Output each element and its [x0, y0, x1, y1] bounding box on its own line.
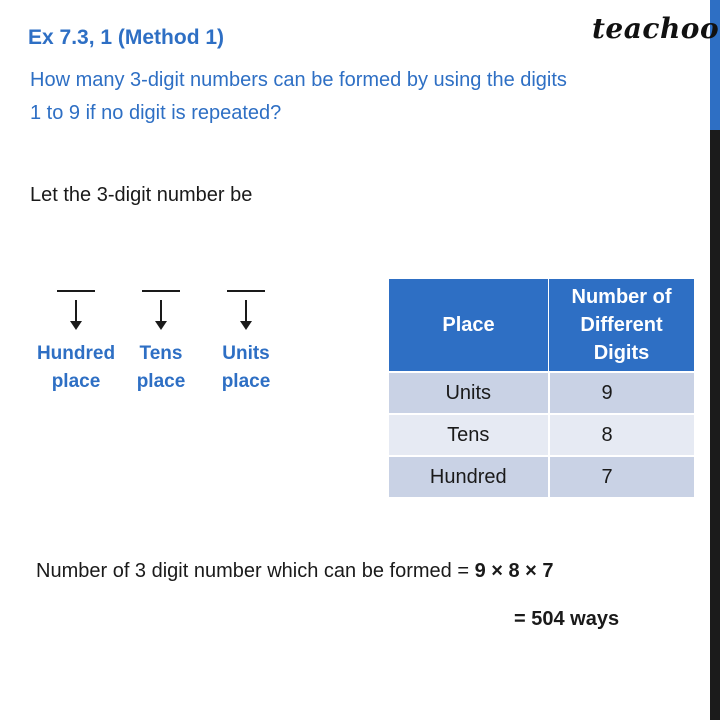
table-header-row — [389, 279, 694, 372]
cell-place: Tens — [389, 414, 549, 456]
slot-label-line: place — [136, 371, 186, 392]
table-row — [389, 456, 694, 497]
slot-label-line: Tens — [139, 343, 183, 364]
blank-line — [227, 290, 265, 292]
digit-slot-units — [201, 290, 291, 396]
slot-label-line: place — [221, 371, 271, 392]
brand-logo: teachoo — [592, 12, 720, 45]
question-line: How many 3-digit numbers can be formed by using the digits — [30, 69, 567, 91]
cell-count: 7 — [549, 456, 695, 497]
digits-per-place-table — [389, 279, 694, 497]
slot-label — [116, 340, 206, 396]
calculation-line — [36, 560, 554, 583]
cell-count: 9 — [549, 372, 695, 414]
digit-slot-hundred — [31, 290, 121, 396]
intro-text: Let the 3-digit number be — [30, 184, 253, 206]
cell-place: Hundred — [389, 456, 549, 497]
column-header-count: Number of Different Digits — [549, 279, 695, 372]
blank-line — [57, 290, 95, 292]
slot-label — [201, 340, 291, 396]
exercise-title: Ex 7.3, 1 (Method 1) — [28, 26, 225, 49]
down-arrow-icon — [75, 300, 77, 322]
slot-label — [31, 340, 121, 396]
blank-line — [142, 290, 180, 292]
table-row — [389, 372, 694, 414]
cell-place: Units — [389, 372, 549, 414]
down-arrow-icon — [160, 300, 162, 322]
calculation-result: = 504 ways — [514, 608, 620, 630]
slot-label-line: Hundred — [36, 343, 116, 364]
digit-slot-tens — [116, 290, 206, 396]
slot-label-line: place — [51, 371, 101, 392]
column-header-place: Place — [389, 279, 549, 372]
calculation-text: Number of 3 digit number which can be formed = — [36, 560, 475, 582]
table-row — [389, 414, 694, 456]
down-arrow-icon — [245, 300, 247, 322]
calculation-expression: 9 × 8 × 7 — [474, 560, 554, 582]
question-line: 1 to 9 if no digit is repeated? — [30, 102, 282, 124]
cell-count: 8 — [549, 414, 695, 456]
slide-edge-dark — [710, 130, 720, 720]
question-text — [30, 64, 670, 130]
slot-label-line: Units — [222, 343, 270, 364]
